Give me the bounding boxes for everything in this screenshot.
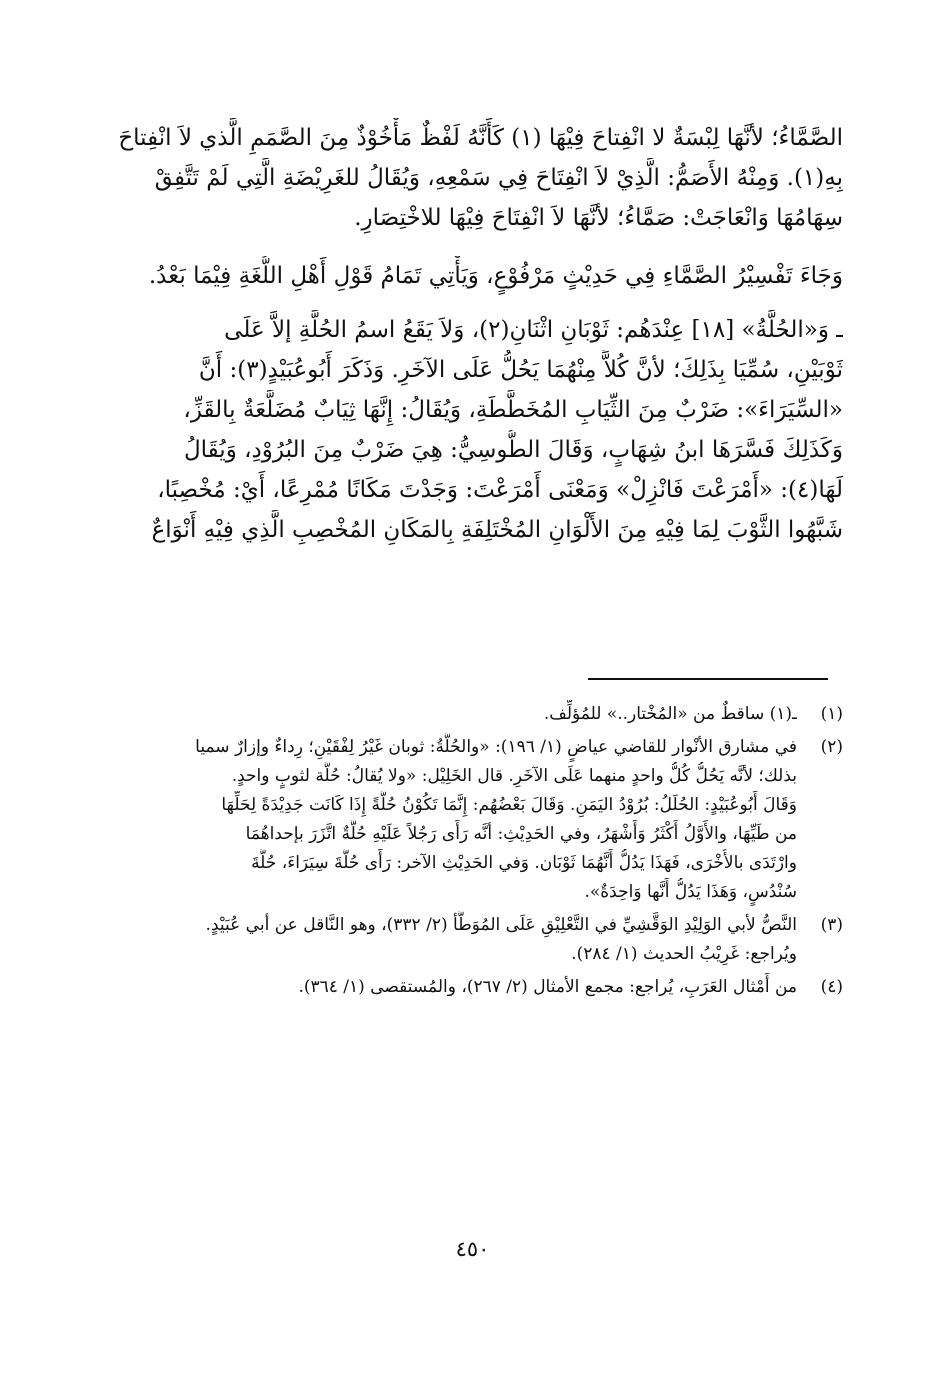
main-text-line: ـ وَ«الحُلَّةُ» [١٨] عِنْدَهُم: ثَوْبَانِ اثْنَانِ(٢)، وَلاَ يَقَعُ اسمُ الحُلَّةِ إلاَّ عَلَى (224, 317, 843, 343)
footnotes-section (108, 700, 843, 1006)
main-text-block (108, 118, 843, 550)
footnote-line: وارْتَدَى بالأُخْرَى، فَهَذَا يَدُلُّ أَنَّهُمَا ثَوْبَان. وَفي الحَدِيْثِ الآخر: رَأَى حُلَّةَ سِيَرَاءَ، حُلَّةَ (251, 853, 797, 873)
footnote-number: (١) (820, 704, 843, 724)
main-text-line: وَجَاءَ تَفْسِيْرُ الصَّمَّاءِ فِي حَدِيْثٍ مَرْفُوْعٍ، وَيَأْتِي تَمَامُ قَوْلِ أَهْلِ اللُّغَةِ فِيْمَا بَعْدُ. (148, 263, 843, 289)
page-number: ٤٥٠ (455, 1237, 490, 1261)
main-text-line: ثَوْبَيْنِ، سُمِّيَا بِذَلِكَ؛ لأنَّ كُلاًّ مِنْهُمَا يَحُلُّ عَلَى الآخَرِ. وَذَكَرَ أَبُوعُبَيْدٍ(٣): أَنَّ (198, 357, 843, 383)
main-text-line: «السِّيَرَاءَ»: ضَرْبٌ مِنَ الثِّيَابِ المُخَطَّطَةِ، وَيُقَالُ: إِنَّهَا ثِيَابٌ مُضَلَّعَةٌ بِالقَزِّ، (183, 397, 843, 423)
footnote-divider (588, 678, 828, 680)
main-text-line: شَبَّهُوا الثَّوْبَ لِمَا فِيْهِ مِنَ الأَلْوَانِ المُخْتَلِفَةِ بِالمَكَانِ المُخْصِبِ الَّذِي فِيْهِ أَنْوَاعٌ (151, 517, 843, 543)
footnote-line: من أَمْثال العَرَبِ، يُراجع: مجمع الأمثال (٢/ ٢٦٧)، والمُستقصى (١/ ٣٦٤). (298, 977, 797, 997)
main-text-line: لَهَا(٤): «أَمْرَعْتَ فَانْزِلْ» وَمَعْنَى أَمْرَعْتَ: وَجَدْتَ مَكَانًا مُمْرِعًا، أَيْ: مُخْصِبًا، (157, 477, 843, 503)
footnote-body (108, 973, 797, 1002)
footnote-line: ويُراجع: غَرِيْبُ الحديث (١/ ٢٨٤). (571, 944, 797, 964)
footnote-2 (108, 733, 843, 907)
main-text-line: الصَّمَّاءُ؛ لأنَّهَا لِبْسَةٌ لا انْفِتاحَ فِيْهَا (١) كَأَنَّهُ لَفْظٌ مَأْخُوْذٌ مِنَ الصَّمَمِ الَّذي لاَ انْفِتاحَ (118, 125, 843, 151)
footnote-body (108, 700, 797, 729)
footnote-line: النَّصُّ لأبي الوَلِيْدِ الوَقَّشِيِّ في التَّعْلِيْقِ عَلَى المُوَطَّأ (٢/ ٣٣٢)، وهو النَّاقل عن أبي عُبَيْدٍ. (205, 915, 797, 935)
footnote-body (108, 911, 797, 969)
footnote-line: ـ(١) ساقطٌ من «المُخْتار..» للمُؤلِّف. (543, 704, 797, 724)
footnote-1 (108, 700, 843, 729)
footnote-number: (٤) (820, 977, 843, 997)
footnote-4 (108, 973, 843, 1002)
main-text-line: بِهِ(١). وَمِنْهُ الأَصَمُّ: الَّذِيْ لاَ انْفِتَاحَ فِي سَمْعِهِ، وَيُقَالُ للغَرِيْضَةِ الَّتِي لَمْ تَتَّفِقْ (154, 165, 843, 191)
footnote-3 (108, 911, 843, 969)
footnote-body (108, 733, 797, 907)
footnote-number: (٢) (820, 737, 843, 757)
footnote-number: (٣) (820, 915, 843, 935)
footnote-line: في مشارق الأنْوار للقاضي عياضٍ (١/ ١٩٦): «والحُلَّةُ: ثوبان غَيْرُ لِفْقَيْنِ؛ رِداءٌ وإزارٌ سميا (195, 737, 797, 757)
footnote-line: سُنْدُسٍ، وَهَذَا يَدُلُّ أَنَّها وَاحِدَةٌ». (584, 882, 797, 902)
footnote-line: بذلك؛ لأنَّه يَحُلُّ كُلُّ واحدٍ منهما عَلَى الآخَرِ. قال الخَلِيْل: «ولا يُقالُ: حُلَّة لثوبٍ واحدٍ. (231, 766, 797, 786)
footnote-line: من طَيِّهَا، والأَوَّلُ أَكْثَرُ وَأَشْهَرُ، وفي الحَدِيْثِ: أنَّه رَأَى رَجُلاً عَلَيْهِ حُلَّةٌ اتَّزَرَ بإحداهُمَا (245, 824, 797, 844)
footnote-line: وَقَالَ أَبُوعُبَيْدٍ: الحُلَلُ: بُرُوْدُ اليَمَنِ. وَقَالَ بَعْضُهُم: إِنَّمَا تَكُوْنُ حُلَّةً إِذَا كَانَت جَدِيْدَةً لِحَلِّهَا (221, 795, 797, 815)
main-text-line: وَكَذَلِكَ فَسَّرَهَا ابنُ شِهَابٍ، وَقَالَ الطُّوسِيُّ: هِيَ ضَرْبٌ مِنَ البُرُوْدِ، وَيُقَالُ (183, 437, 843, 463)
main-text-line: سِهَامُهَا وَانْعَاجَتْ: صَمَّاءُ؛ لأنَّهَا لاَ انْفِتَاحَ فِيْهَا للاخْتِصَارِ. (354, 205, 843, 231)
